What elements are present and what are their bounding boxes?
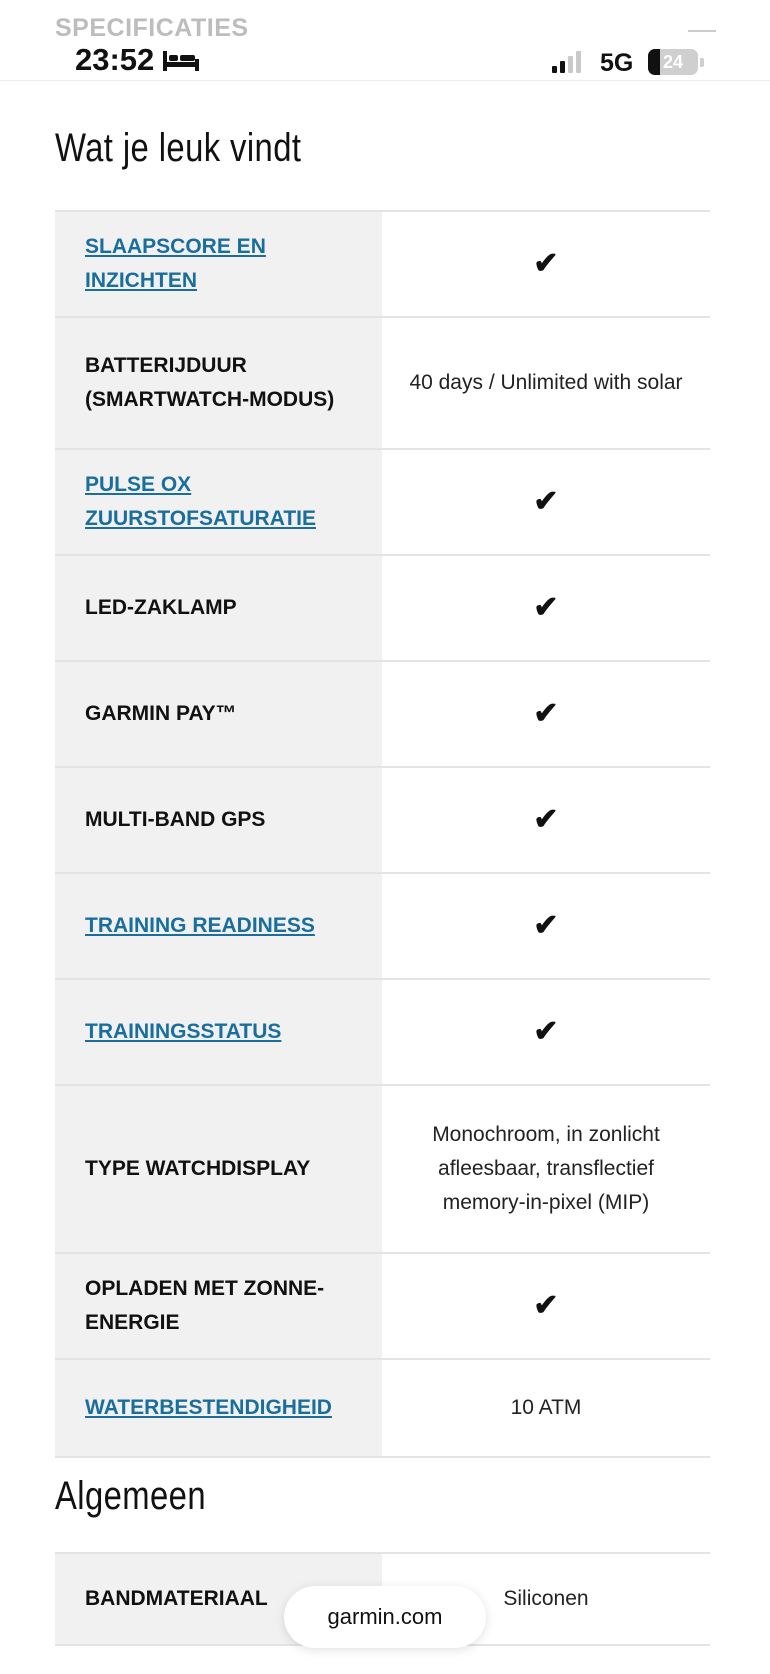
clock-time: 23:52 [75,42,155,77]
spec-label-link[interactable]: TRAINING READINESS [55,874,382,978]
spec-row [55,556,710,662]
spec-label-link[interactable]: SLAAPSCORE EN INZICHTEN [55,212,382,316]
spec-row [55,768,710,874]
checkmark-icon: ✔ [533,1289,559,1322]
spec-row [55,980,710,1086]
spec-table-favorites [55,210,710,1458]
spec-value: Siliconen [503,1587,589,1610]
spec-row [55,318,710,450]
spec-row [55,1254,710,1360]
status-bar [0,0,770,81]
section-title-favorites: Wat je leuk vindt [55,126,302,170]
checkmark-icon: ✔ [533,803,559,836]
spec-row [55,1360,710,1458]
spec-label: OPLADEN MET ZONNE-ENERGIE [55,1254,382,1358]
battery-percentage: 24 [662,52,684,72]
checkmark-icon: ✔ [533,1015,559,1048]
checkmark-icon: ✔ [533,591,559,624]
spec-value [382,874,710,978]
spec-label-link[interactable]: PULSE OX ZUURSTOFSATURATIE [55,450,382,554]
battery-nub [700,58,704,67]
spec-label-link[interactable]: TRAININGSSTATUS [55,980,382,1084]
spec-row [55,1086,710,1254]
battery-icon [648,49,698,75]
spec-row [55,874,710,980]
spec-value: 10 ATM [510,1396,582,1419]
spec-label: TYPE WATCHDISPLAY [55,1086,382,1252]
spec-value [382,1254,710,1358]
spec-value [382,768,710,872]
cellular-signal-icon [552,51,581,73]
overlay-section-title: SPECIFICATIES [55,14,249,42]
network-type: 5G [600,49,634,77]
spec-label: BANDMATERIAAL [55,1554,382,1644]
spec-label: LED-ZAKLAMP [55,556,382,660]
spec-label: BATTERIJDUUR (SMARTWATCH-MODUS) [55,318,382,448]
clock [75,42,200,78]
spec-value: 40 days / Unlimited with solar [409,371,683,394]
checkmark-icon: ✔ [533,697,559,730]
spec-value: Monochroom, in zonlicht afleesbaar, transflectief memory-in-pixel (MIP) [432,1123,660,1214]
spec-value [382,450,710,554]
spec-row [55,450,710,556]
checkmark-icon: ✔ [533,247,559,280]
spec-label: MULTI-BAND GPS [55,768,382,872]
spec-value [382,662,710,766]
overlay-dash [688,30,716,32]
checkmark-icon: ✔ [533,909,559,942]
spec-value [382,556,710,660]
bed-icon [162,48,200,72]
checkmark-icon: ✔ [533,485,559,518]
section-title-general: Algemeen [55,1474,206,1518]
spec-row [55,212,710,318]
spec-label: GARMIN PAY™ [55,662,382,766]
spec-value [382,980,710,1084]
spec-label-link[interactable]: WATERBESTENDIGHEID [55,1360,382,1456]
url-pill[interactable]: garmin.com [284,1586,486,1648]
spec-value [382,212,710,316]
spec-row [55,662,710,768]
